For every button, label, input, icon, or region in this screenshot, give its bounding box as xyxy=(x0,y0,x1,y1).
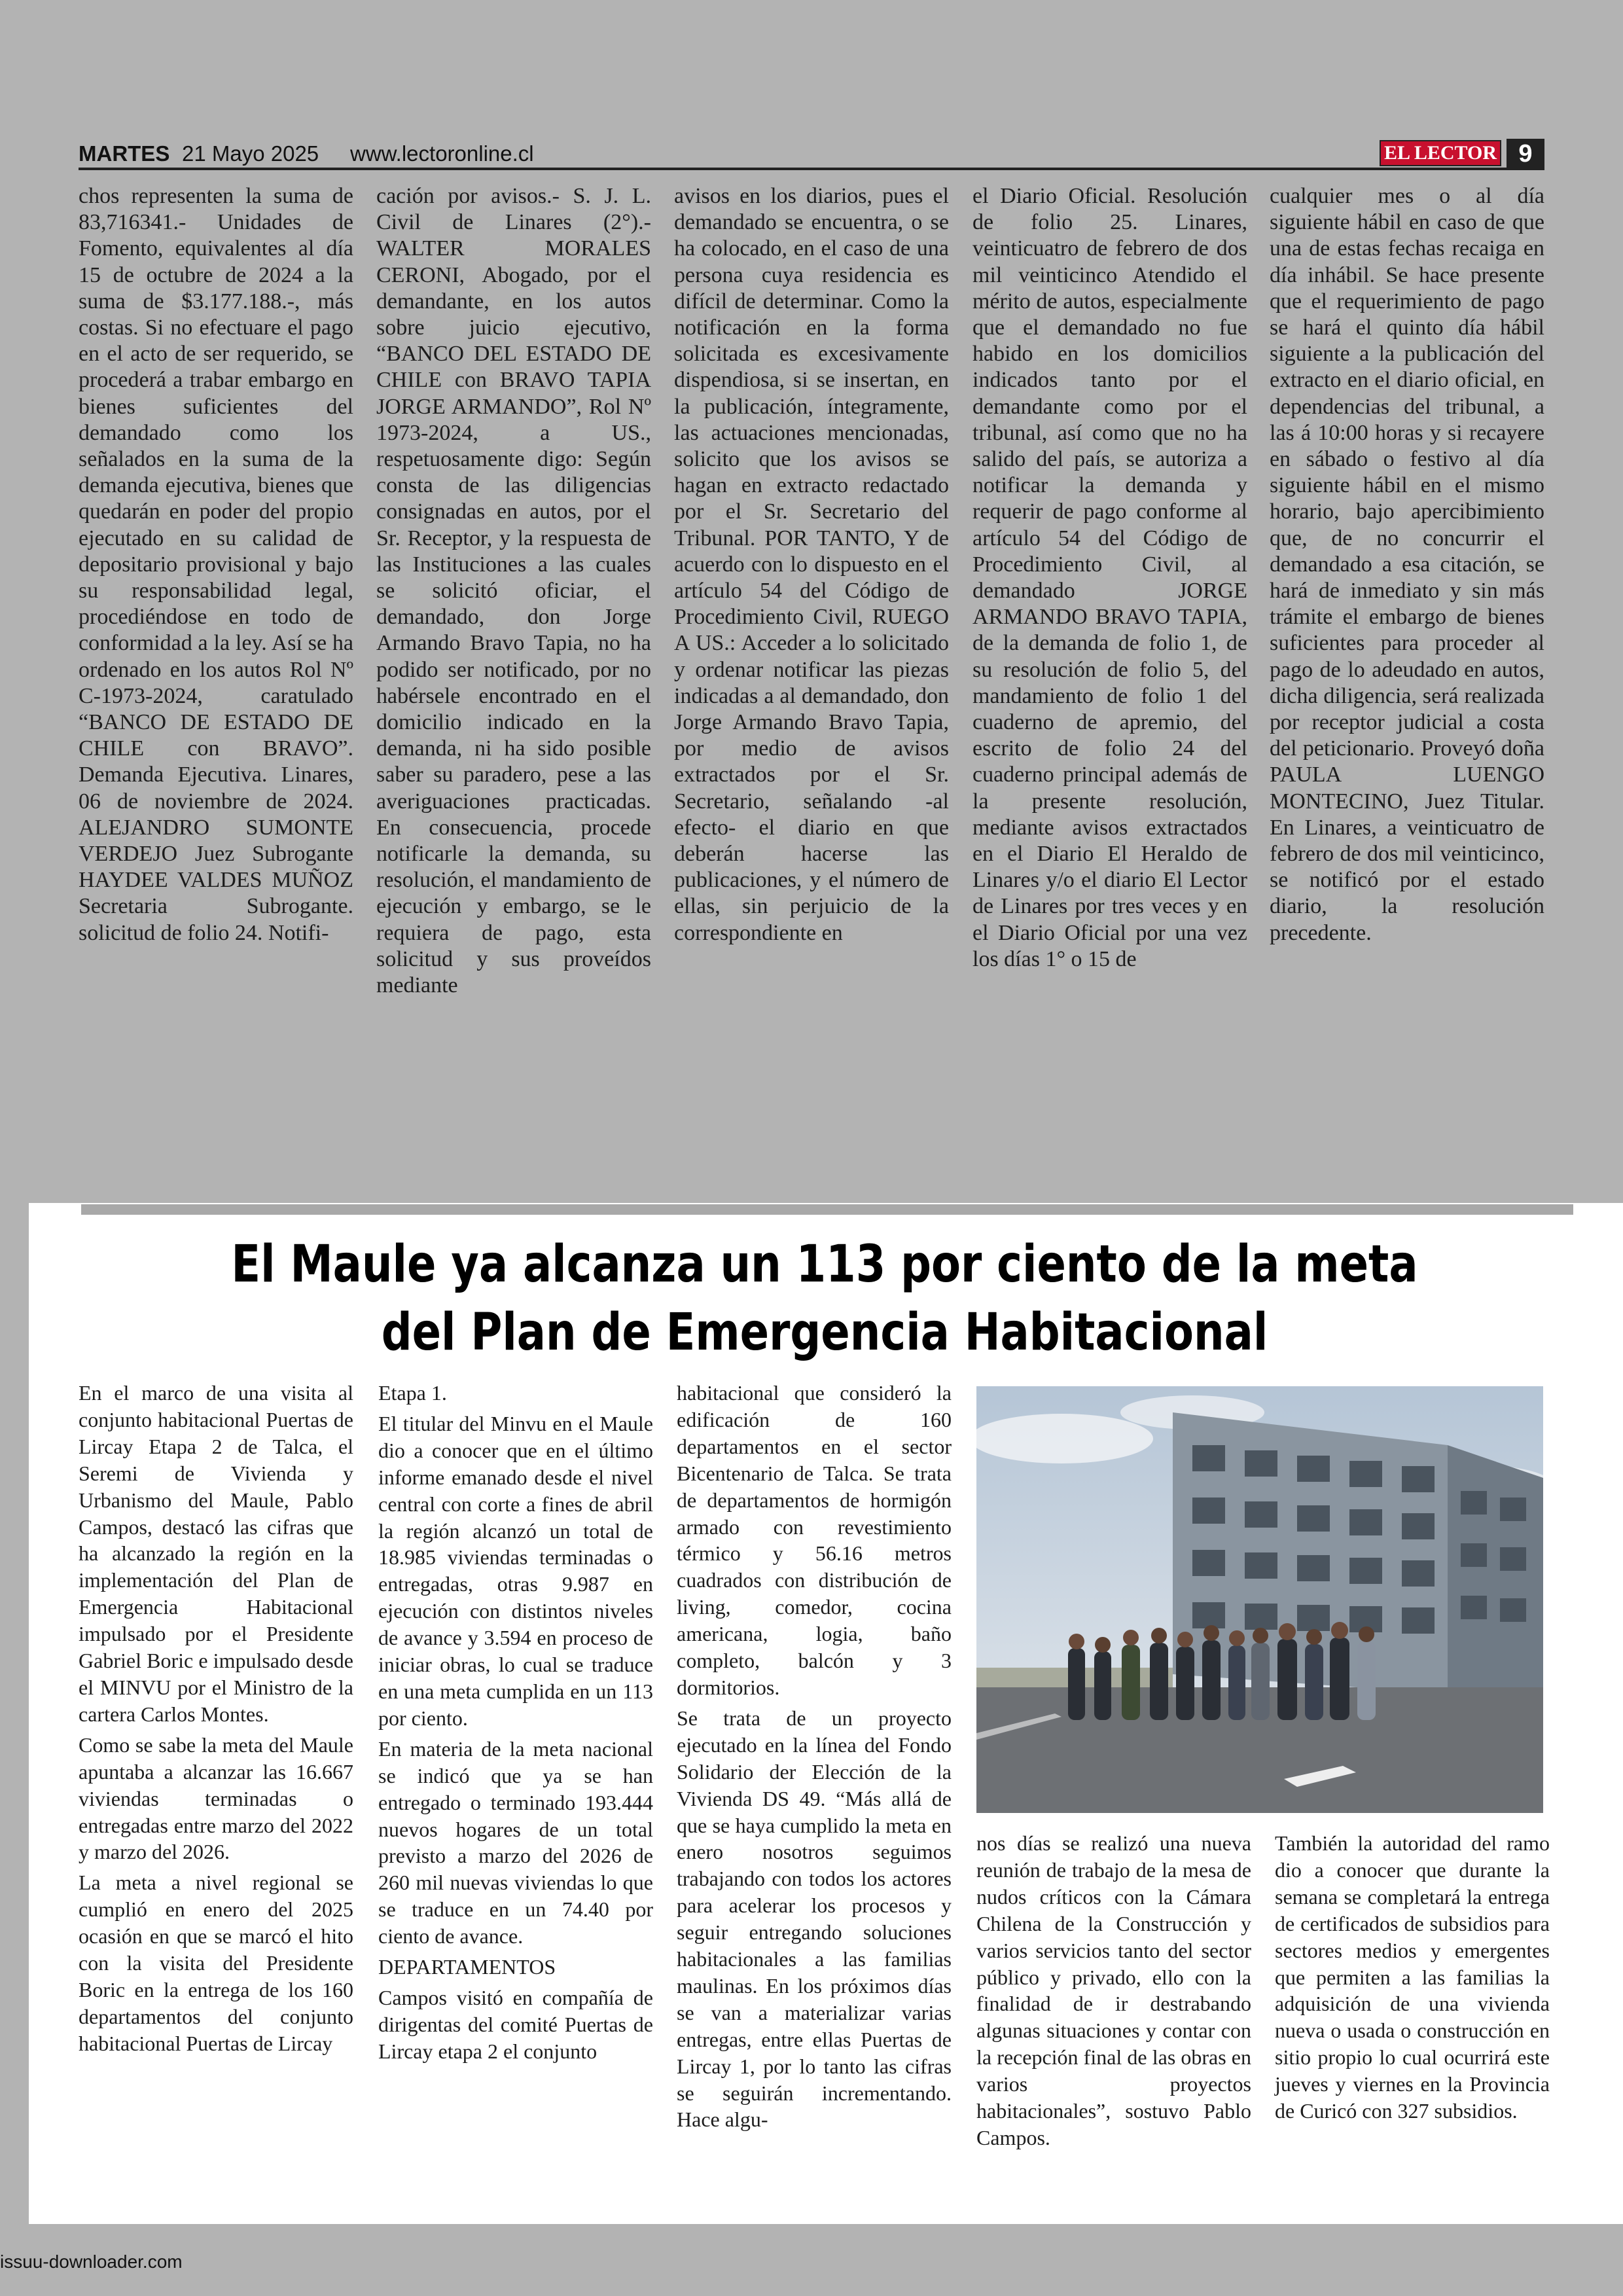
article-column-5 xyxy=(1275,1830,1550,2128)
article-paragraph: En el marco de una visita al conjunto habitacional Puertas de Lircay Etapa 2 de Talca, el Seremi de Vivienda y Urbanismo del Maule, Pablo Campos, destacó las cifras que ha alcanzado la región en la implementación del Plan de Emergencia Habitacional impulsado por el Presidente Gabriel Boric e impulsado desde el MINVU por el Ministro de la cartera Carlos Montes. xyxy=(79,1381,353,1726)
article-column-1 xyxy=(79,1380,353,2061)
legal-notice xyxy=(79,183,1544,1181)
section-subhead: DEPARTAMENTOS xyxy=(378,1955,556,1979)
legal-column-1: chos representen la suma de 83,716341.- Unidades de Fomento, equivalentes al día 15 de octubre de 2024 a la suma de $3.177.188.-, más costas. Si no efectuare el pago en el acto de ser requerido, se procederá a trabar embargo en bienes suficientes del demandado como los señalados en la suma de la demanda ejecutiva, bienes que quedarán en poder del propio ejecutado en su calidad de depositario provisional y bajo su responsabilidad legal, procediéndose en todo de conformidad a la ley. Así se ha ordenado en los autos Rol Nº C-1973-2024, caratulado “BANCO DE ESTADO DE CHILE con BRAVO”. Demanda Ejecutiva. Linares, 06 de noviembre de 2024. ALEJANDRO SUMONTE VERDEJO Juez Subrogante HAYDEE VALDES MUÑOZ Secretaria Subrogante. solicitud de folio 24. Notifi- xyxy=(79,184,353,945)
article-column-3 xyxy=(677,1380,952,2137)
article-panel xyxy=(29,1203,1623,2224)
legal-column-4: el Diario Oficial. Resolución de folio 25. Linares, veinticuatro de febrero de dos mil veinticinco Atendido el mérito de autos, especialmente que el demandado no fue habido en los domicilios indicados tanto por el demandante como por el tribunal, así como que no ha salido del país, se autoriza a notificar la demanda y requerir de pago conforme al artículo 54 del Código de Procedimiento Civil, al demandado JORGE ARMANDO BRAVO TAPIA, de la demanda de folio 1, de su resolución de folio 5, del mandamiento de folio 1 del cuaderno de apremio, del escrito de folio 24 del cuaderno principal además de la presente resolución, mediante avisos extractados en el Diario El Heraldo de Linares y/o el diario El Lector de Linares por tres veces y en el Diario Oficial por una vez los días 1° o 15 de xyxy=(972,184,1247,971)
legal-column-5: cualquier mes o al día siguiente hábil en caso de que una de estas fechas recaiga en día inhábil. Se hace presente que el requerimiento de pago se hará el quinto día hábil siguiente a la publicación del extracto en el diario oficial, en dependencias del tribunal, a las á 10:00 horas y si recayere en sábado o festivo al día siguiente hábil en el mismo horario, bajo apercibimiento que, de no concurrir el demandado a esa citación, se hará de inmediato y sin más trámite el embargo de bienes suficientes para proceder al pago de lo adeudado en autos, dicha diligencia, será realizada por receptor judicial a costa del peticionario. Proveyó doña PAULA LUENGO MONTECINO, Juez Titular. En Linares, a veinticuatro de febrero de dos mil veinticinco, se notificó por el estado diario, la resolución precedente. xyxy=(1270,184,1544,945)
page-number: 9 xyxy=(1507,139,1544,169)
newspaper-logo: EL LECTOR xyxy=(1380,140,1501,166)
article-photo xyxy=(976,1386,1543,1813)
header-day: MARTES xyxy=(79,141,170,166)
article-paragraph: habitacional que consideró la edificación de 160 departamentos en el sector Bicentenario de Talca. Se trata de departamentos de hormigón armado con revestimiento térmico y 56.16 metros cuadrados con distribución de living, comedor, cocina americana, logia, baño completo, balcón y 3 dormitorios. xyxy=(677,1381,952,1699)
article-paragraph: nos días se realizó una nueva reunión de trabajo de la mesa de nudos críticos con la Cámara Chilena de la Construcción y varios servicios tanto del sector público y privado, ello con la finalidad de ir destrabando algunas situaciones y contar con la recepción final de las obras en varios proyectos habitacionales”, sostuvo Pablo Campos. xyxy=(976,1831,1251,2149)
article-paragraph: La meta a nivel regional se cumplió en enero del 2025 ocasión en que se marcó el hito con la visita del Presidente Boric en la entrega de los 160 departamentos del conjunto habitacional Puertas de Lircay xyxy=(79,1871,353,2055)
article-paragraph: El titular del Minvu en el Maule dio a conocer que en el último informe emanado desde el nivel central con corte a fines de abril la región alcanzó un total de 18.985 viviendas terminadas o entregadas, otras 9.987 en ejecución con distintos niveles de avance y 3.594 en proceso de iniciar obras, lo cual se traduce en una meta cumplida en un 113 por ciento. xyxy=(378,1411,653,1730)
article-column-2 xyxy=(378,1380,653,2069)
article-headline: El Maule ya alcanza un 113 por ciento de la meta del Plan de Emergencia Habitacional xyxy=(231,1235,1418,1362)
legal-column-3: avisos en los diarios, pues el demandado se encuentra, o se ha colocado, en el caso de una persona cuya residencia es difícil de determinar. Como la notificación en la forma solicitada es excesivamente dispendiosa, si se insertan, en la publicación, íntegramente, las actuaciones mencionadas, solicito que los avisos se hagan en extracto redactado por el Sr. Secretario del Tribunal. POR TANTO, Y de acuerdo con lo dispuesto en el artículo 54 del Código de Procedimiento Civil, RUEGO A US.: Acceder a lo solicitado y ordenar notificar las piezas indicadas a al demandado, don Jorge Armando Bravo Tapia, por medio de avisos extractados por el Sr. Secretario, señalando -al efecto- el diario en que deberán hacerse las publicaciones, y el número de ellas, sin perjuicio de la correspondiente en xyxy=(674,184,949,945)
article-paragraph: Se trata de un proyecto ejecutado en la línea del Fondo Solidario der Elección de la Vivienda DS 49. “Más allá de que se haya cumplido la meta en enero nosotros seguimos trabajando con todos los actores para acelerar los procesos y seguir entregando soluciones habitacionales a las familias maulinas. En los próximos días se van a materializar varias entregas, entre ellas Puertas de Lircay 1, por lo tanto las cifras se seguirán incrementando. Hace algu- xyxy=(677,1706,952,2132)
article-paragraph: Campos visitó en compañía de dirigentas del comité Puertas de Lircay etapa 2 el conjunto xyxy=(378,1985,653,2063)
housing-photo-illustration xyxy=(976,1386,1543,1813)
header-url[interactable]: www.lectoronline.cl xyxy=(350,141,534,166)
legal-column-2: cación por avisos.- S. J. L. Civil de Linares (2°).- WALTER MORALES CERONI, Abogado, por el demandante, en los autos sobre juicio ejecutivo, “BANCO DEL ESTADO DE CHILE con BRAVO TAPIA JORGE ARMANDO”, Rol Nº 1973-2024, a US., respetuosamente digo: Según consta de las diligencias consignadas en autos, por el Sr. Receptor, y la respuesta de las Instituciones a las cuales se solicitó oficiar, el demandado, don Jorge Armando Bravo Tapia, no ha podido ser notificado, por no habérsele encontrado en el domicilio indicado en la demanda, ni ha sido posible saber su paradero, pese a las averiguaciones practicadas. En consecuencia, procede notificarle la demanda, su resolución, el mandamiento de ejecución y embargo, se le requiera de pago, esta solicitud y sus proveídos mediante xyxy=(376,184,651,998)
article-paragraph: Como se sabe la meta del Maule apuntaba a alcanzar las 16.667 viviendas terminadas o entregadas entre marzo del 2022 y marzo del 2026. xyxy=(79,1732,353,1864)
header-date: 21 Mayo 2025 xyxy=(182,141,319,166)
article-column-4 xyxy=(976,1830,1251,2155)
panel-rule xyxy=(81,1204,1573,1215)
article-paragraph: En materia de la meta nacional se indicó que ya se han entregado o terminado 193.444 nuevos hogares de un total previsto a marzo del 2026 de 260 mil nuevas viviendas lo que se traduce en un 74.40 por ciento de avance. xyxy=(378,1736,653,1948)
header-rule xyxy=(79,168,1544,170)
article-paragraph: También la autoridad del ramo dio a conocer que durante la semana se completará la entrega de certificados de subsidios para sectores medios y emergentes que permiten a las familias la adquisición de una vivienda nueva o usada o construcción en sitio propio lo cual ocurrirá este jueves y viernes en la Provincia de Curicó con 327 subsidios. xyxy=(1275,1831,1550,2123)
article-paragraph: Etapa 1. xyxy=(378,1381,447,1405)
page-header xyxy=(79,139,1544,171)
source-watermark: issuu-downloader.com xyxy=(0,2251,183,2272)
